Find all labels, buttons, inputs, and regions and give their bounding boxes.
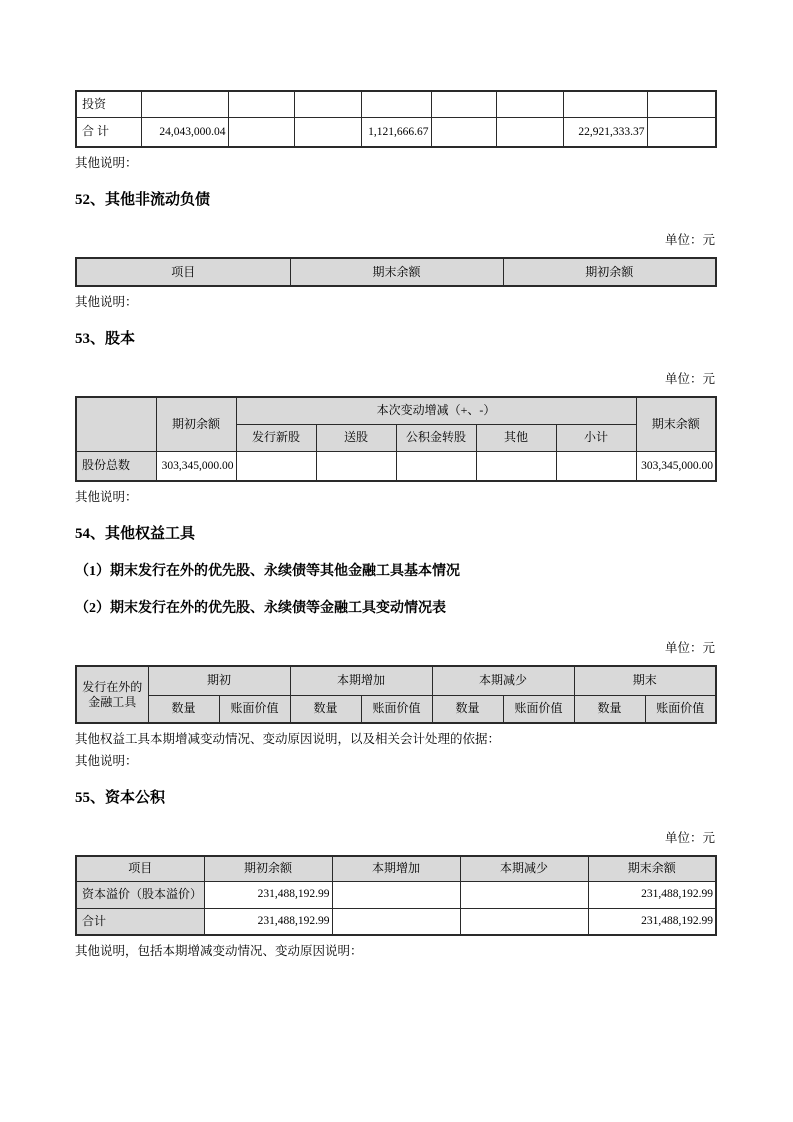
amount-cell: 231,488,192.99 (588, 881, 716, 908)
unit-label: 单位：元 (664, 233, 715, 247)
column-header: 期初余额 (156, 397, 236, 451)
corner-cell-line2: 金融工具 (88, 694, 137, 709)
amount-cell (294, 117, 361, 147)
column-header: 账面价值 (219, 695, 290, 723)
table-subheader-row (76, 695, 716, 723)
table-row (76, 451, 716, 481)
group-header: 本期减少 (432, 666, 574, 695)
amount-cell (460, 908, 588, 935)
amount-cell: 303,345,000.00 (636, 451, 716, 481)
section-heading-55: 55、资本公积 (75, 790, 166, 806)
column-header: 数量 (148, 695, 219, 723)
group-header: 本期增加 (290, 666, 432, 695)
amount-cell: 231,488,192.99 (588, 908, 716, 935)
amount-cell (496, 117, 563, 147)
amount-cell (361, 91, 431, 117)
table-header-row (76, 666, 716, 695)
column-header: 账面价值 (503, 695, 574, 723)
column-header: 项目 (76, 258, 290, 286)
column-header: 送股 (316, 424, 396, 451)
row-label-cell: 资本溢价（股本溢价） (76, 881, 204, 908)
amount-cell (228, 117, 294, 147)
subsection-heading-54-1: （1）期末发行在外的优先股、永续债等其他金融工具基本情况 (75, 564, 460, 579)
corner-cell (76, 397, 156, 451)
amount-cell (563, 91, 647, 117)
unit-label: 单位：元 (664, 641, 715, 655)
amount-cell (647, 91, 716, 117)
row-label-cell: 投资 (76, 91, 141, 117)
table-header-row (76, 856, 716, 881)
row-label-cell: 股份总数 (76, 451, 156, 481)
document-content (75, 0, 715, 960)
row-label-cell: 合计 (76, 908, 204, 935)
amount-cell (332, 908, 460, 935)
amount-cell (141, 91, 228, 117)
group-header: 本次变动增减（+、-） (236, 397, 636, 424)
column-header: 期末余额 (290, 258, 503, 286)
table-header-row (76, 258, 716, 286)
note-text: 其他权益工具本期增减变动情况、变动原因说明，以及相关会计处理的依据： (75, 732, 501, 746)
section-heading-53: 53、股本 (75, 331, 136, 347)
amount-cell (556, 451, 636, 481)
amount-cell: 1,121,666.67 (361, 117, 431, 147)
capital-reserve-table (75, 855, 717, 936)
amount-cell (332, 881, 460, 908)
amount-cell (316, 451, 396, 481)
column-header: 期末余额 (636, 397, 716, 451)
note-text: 其他说明，包括本期增减变动情况、变动原因说明： (75, 944, 363, 958)
column-header: 发行新股 (236, 424, 316, 451)
column-header: 期初余额 (204, 856, 332, 881)
column-header: 其他 (476, 424, 556, 451)
note-text: 其他说明： (75, 295, 138, 309)
note-text: 其他说明： (75, 754, 138, 768)
unit-label: 单位：元 (664, 831, 715, 845)
investment-continuation-table (75, 90, 717, 148)
unit-label: 单位：元 (664, 372, 715, 386)
note-text: 其他说明： (75, 490, 138, 504)
column-header: 数量 (574, 695, 645, 723)
column-header: 数量 (432, 695, 503, 723)
amount-cell (396, 451, 476, 481)
amount-cell: 24,043,000.04 (141, 117, 228, 147)
column-header: 公积金转股 (396, 424, 476, 451)
amount-cell (236, 451, 316, 481)
column-header: 本期减少 (460, 856, 588, 881)
column-header: 账面价值 (361, 695, 432, 723)
amount-cell: 231,488,192.99 (204, 908, 332, 935)
column-header: 本期增加 (332, 856, 460, 881)
section-heading-52: 52、其他非流动负债 (75, 192, 211, 208)
section-heading-54: 54、其他权益工具 (75, 526, 196, 542)
other-noncurrent-liabilities-table (75, 257, 717, 287)
amount-cell (431, 117, 496, 147)
amount-cell: 22,921,333.37 (563, 117, 647, 147)
corner-cell-line1: 发行在外的 (82, 679, 143, 694)
amount-cell (460, 881, 588, 908)
amount-cell (294, 91, 361, 117)
corner-cell (76, 666, 148, 723)
column-header: 项目 (76, 856, 204, 881)
share-capital-table (75, 396, 717, 482)
amount-cell (431, 91, 496, 117)
amount-cell (476, 451, 556, 481)
row-label-cell: 合 计 (76, 117, 141, 147)
column-header: 账面价值 (645, 695, 716, 723)
table-row (76, 91, 716, 117)
column-header: 期初余额 (503, 258, 716, 286)
column-header: 小计 (556, 424, 636, 451)
other-equity-instruments-table (75, 665, 717, 724)
table-row (76, 908, 716, 935)
note-text: 其他说明： (75, 156, 138, 170)
table-header-row (76, 397, 716, 424)
amount-cell (647, 117, 716, 147)
table-row (76, 117, 716, 147)
table-row (76, 881, 716, 908)
amount-cell: 303,345,000.00 (156, 451, 236, 481)
group-header: 期初 (148, 666, 290, 695)
column-header: 数量 (290, 695, 361, 723)
subsection-heading-54-2: （2）期末发行在外的优先股、永续债等金融工具变动情况表 (75, 601, 446, 616)
column-header: 期末余额 (588, 856, 716, 881)
amount-cell (228, 91, 294, 117)
group-header: 期末 (574, 666, 716, 695)
amount-cell (496, 91, 563, 117)
amount-cell: 231,488,192.99 (204, 881, 332, 908)
